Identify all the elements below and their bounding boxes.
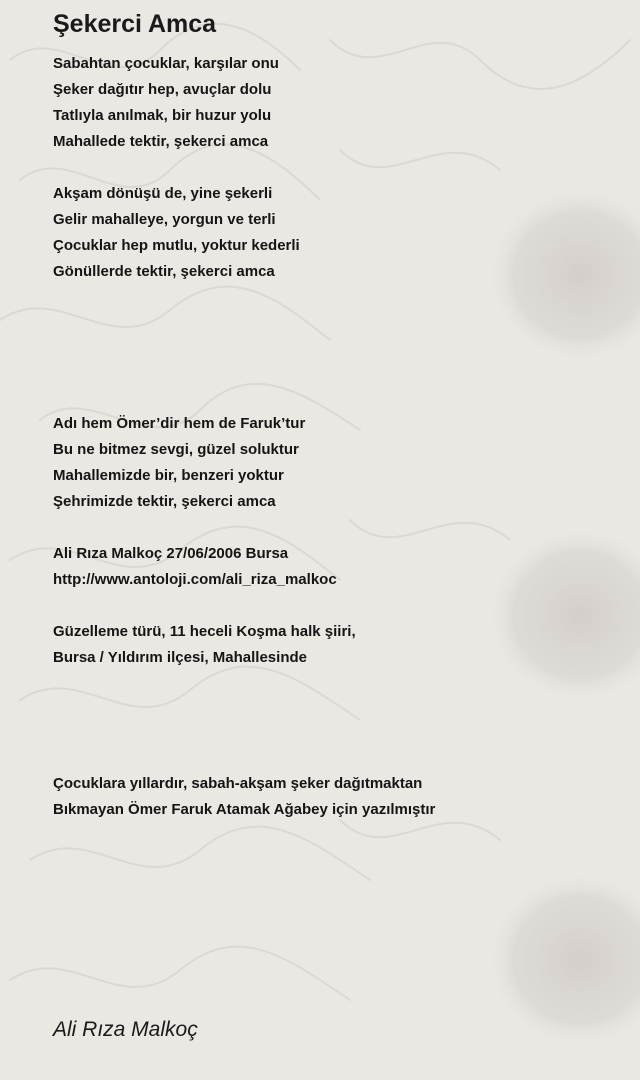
poem-title: Şekerci Amca [53,10,217,38]
poem-line: Mahallemizde bir, benzeri yoktur [53,467,284,484]
note-line: Güzelleme türü, 11 heceli Koşma halk şiiri, [53,623,356,640]
poem-line: Gönüllerde tektir, şekerci amca [53,263,275,280]
note-block [53,619,356,671]
stanza-2 [53,181,300,285]
signature-block [53,541,337,593]
poem-line: Sabahtan çocuklar, karşılar onu [53,55,279,72]
dedication-block [53,771,435,823]
poem-line: Akşam dönüşü de, yine şekerli [53,185,273,202]
stanza-3 [53,411,305,515]
note-line: Bursa / Yıldırım ilçesi, Mahallesinde [53,649,307,666]
poem-line: Adı hem Ömer’dir hem de Faruk’tur [53,415,306,432]
poem-line: Tatlıyla anılmak, bir huzur yolu [53,107,272,124]
source-link: http://www.antoloji.com/ali_riza_malkoc [53,571,337,588]
poem-line: Gelir mahalleye, yorgun ve terli [53,211,276,228]
dedication-line: Çocuklara yıllardır, sabah-akşam şeker dağıtmaktan [53,775,423,792]
signature-line: Ali Rıza Malkoç 27/06/2006 Bursa [53,545,289,562]
poem-line: Mahallede tektir, şekerci amca [53,133,269,150]
dedication-line: Bıkmayan Ömer Faruk Atamak Ağabey için yazılmıştır [53,801,436,818]
poem-line: Şehrimizde tektir, şekerci amca [53,493,276,510]
stanza-1 [53,51,279,155]
author-name: Ali Rıza Malkoç [53,1018,198,1041]
poem-line: Şeker dağıtır hep, avuçlar dolu [53,81,272,98]
poem-line: Bu ne bitmez sevgi, güzel soluktur [53,441,299,458]
poem-line: Çocuklar hep mutlu, yoktur kederli [53,237,300,254]
